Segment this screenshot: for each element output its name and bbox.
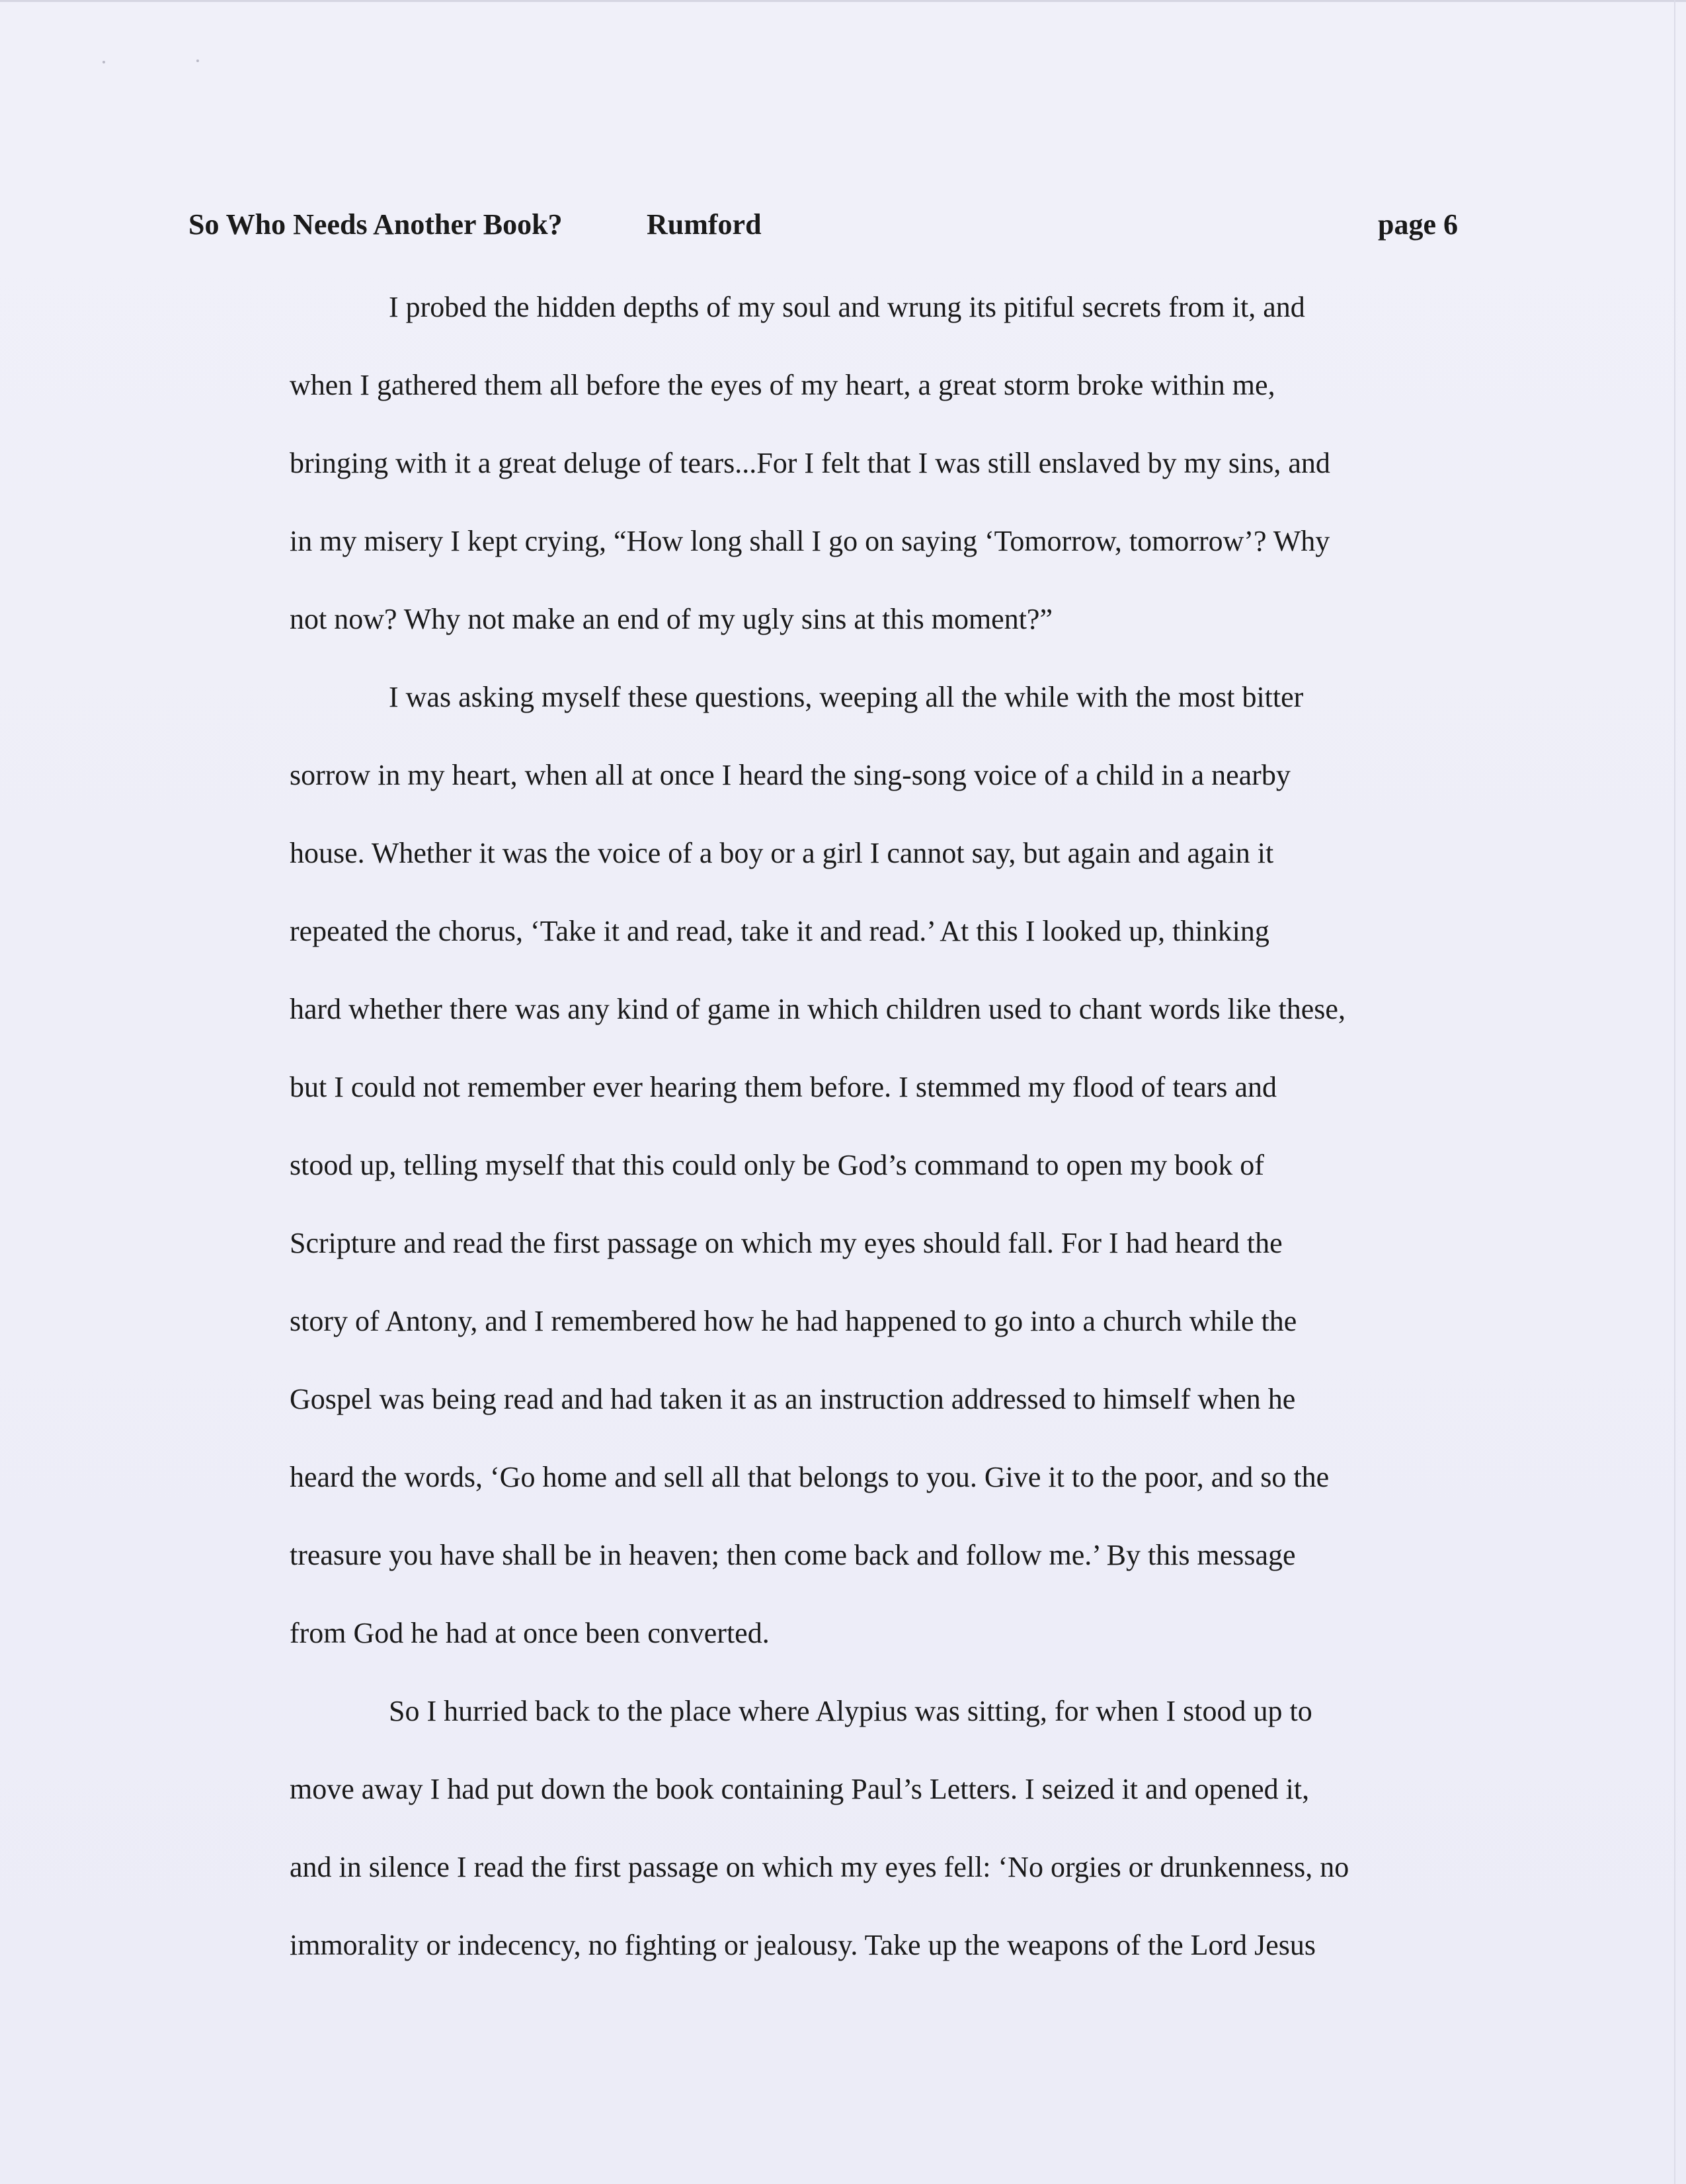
text-line: hard whether there was any kind of game in which children used to chant words like these, — [290, 993, 1345, 1025]
text-line: immorality or indecency, no fighting or jealousy. Take up the weapons of the Lord Jesus — [290, 1929, 1316, 1961]
text-line: and in silence I read the first passage on which my eyes fell: ‘No orgies or drunkenness, no — [290, 1851, 1349, 1883]
text-line: repeated the chorus, ‘Take it and read, take it and read.’ At this I looked up, thinking — [290, 915, 1269, 947]
text-line: sorrow in my heart, when all at once I heard the sing-song voice of a child in a nearby — [290, 759, 1291, 791]
header-page-number: page 6 — [1378, 208, 1458, 241]
text-line: but I could not remember ever hearing them before. I stemmed my flood of tears and — [290, 1071, 1277, 1103]
text-line: I was asking myself these questions, weeping all the while with the most bitter — [389, 681, 1304, 713]
body-text — [290, 268, 1480, 1984]
text-line: story of Antony, and I remembered how he had happened to go into a church while the — [290, 1305, 1297, 1337]
text-line: heard the words, ‘Go home and sell all that belongs to you. Give it to the poor, and so the — [290, 1461, 1330, 1493]
text-line: bringing with it a great deluge of tears...For I felt that I was still enslaved by my sins, and — [290, 447, 1330, 479]
text-line: from God he had at once been converted. — [290, 1617, 770, 1649]
text-line: house. Whether it was the voice of a boy or a girl I cannot say, but again and again it — [290, 837, 1274, 869]
text-line: in my misery I kept crying, “How long shall I go on saying ‘Tomorrow, tomorrow’? Why — [290, 525, 1330, 557]
page-top-edge — [0, 0, 1686, 2]
text-line: treasure you have shall be in heaven; then come back and follow me.’ By this message — [290, 1539, 1296, 1571]
text-line: stood up, telling myself that this could only be God’s command to open my book of — [290, 1149, 1264, 1181]
text-line: move away I had put down the book containing Paul’s Letters. I seized it and opened it, — [290, 1773, 1310, 1805]
text-line: So I hurried back to the place where Alypius was sitting, for when I stood up to — [389, 1695, 1312, 1727]
page-right-edge — [1674, 0, 1675, 2184]
running-header — [188, 205, 1458, 245]
text-line: I probed the hidden depths of my soul and wrung its pitiful secrets from it, and — [389, 291, 1305, 323]
text-line: when I gathered them all before the eyes of my heart, a great storm broke within me, — [290, 369, 1275, 401]
scan-speck — [196, 59, 199, 62]
text-line: Gospel was being read and had taken it as an instruction addressed to himself when he — [290, 1383, 1296, 1415]
text-line: not now? Why not make an end of my ugly sins at this moment?” — [290, 603, 1053, 635]
header-title: So Who Needs Another Book? — [188, 208, 563, 241]
header-author: Rumford — [647, 208, 762, 241]
scan-speck — [102, 61, 105, 63]
text-line: Scripture and read the first passage on which my eyes should fall. For I had heard the — [290, 1227, 1283, 1259]
